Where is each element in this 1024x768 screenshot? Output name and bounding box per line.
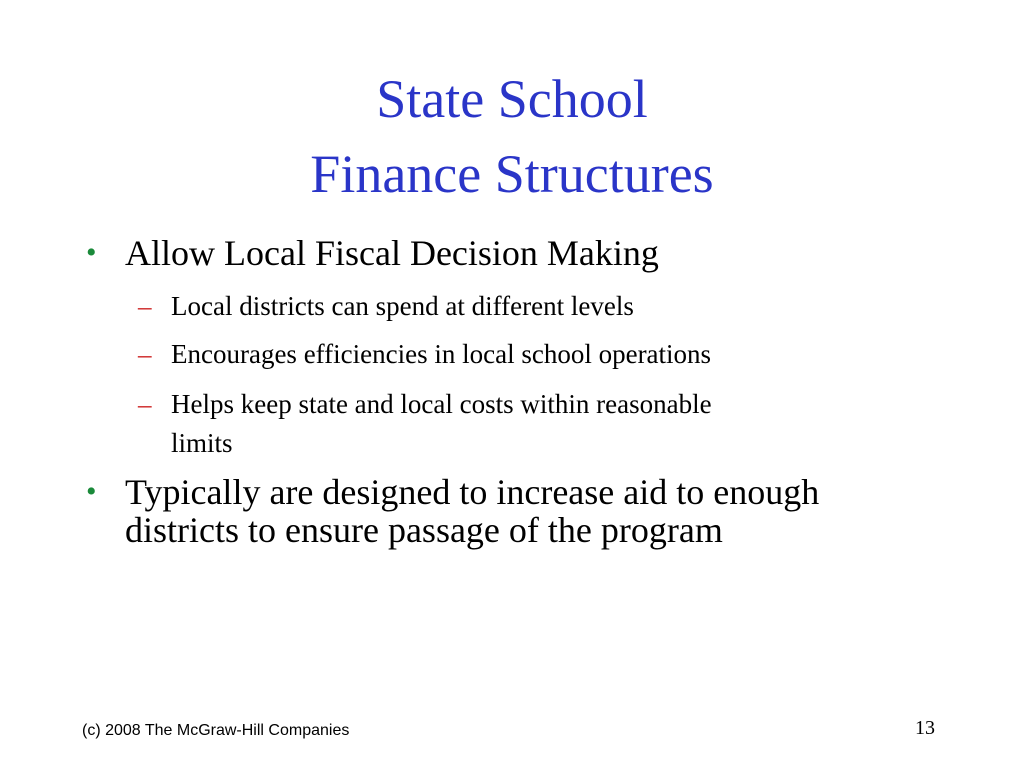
dash-icon: –	[138, 291, 152, 321]
bullet-text: Allow Local Fiscal Decision Making	[125, 233, 659, 273]
sub-item-text: Local districts can spend at different levels	[171, 291, 634, 321]
page-number: 13	[915, 717, 935, 739]
sub-item-text: Encourages efficiencies in local school operations	[171, 339, 712, 369]
bullet-dot-icon: •	[86, 236, 97, 269]
sub-item-text: Helps keep state and local costs within reasonable	[171, 389, 712, 419]
dash-icon: –	[138, 339, 152, 369]
slide-title-line2: Finance Structures	[310, 144, 714, 204]
dash-icon: –	[138, 389, 152, 419]
bullet-text-line2: districts to ensure passage of the program	[125, 510, 723, 550]
sub-item-text: limits	[171, 428, 233, 458]
bullet-text-line1: Typically are designed to increase aid to enough	[125, 472, 820, 512]
bullet-dot-icon: •	[86, 475, 97, 508]
slide-title-line1: State School	[376, 69, 648, 129]
footer-copyright: (c) 2008 The McGraw-Hill Companies	[82, 722, 350, 739]
